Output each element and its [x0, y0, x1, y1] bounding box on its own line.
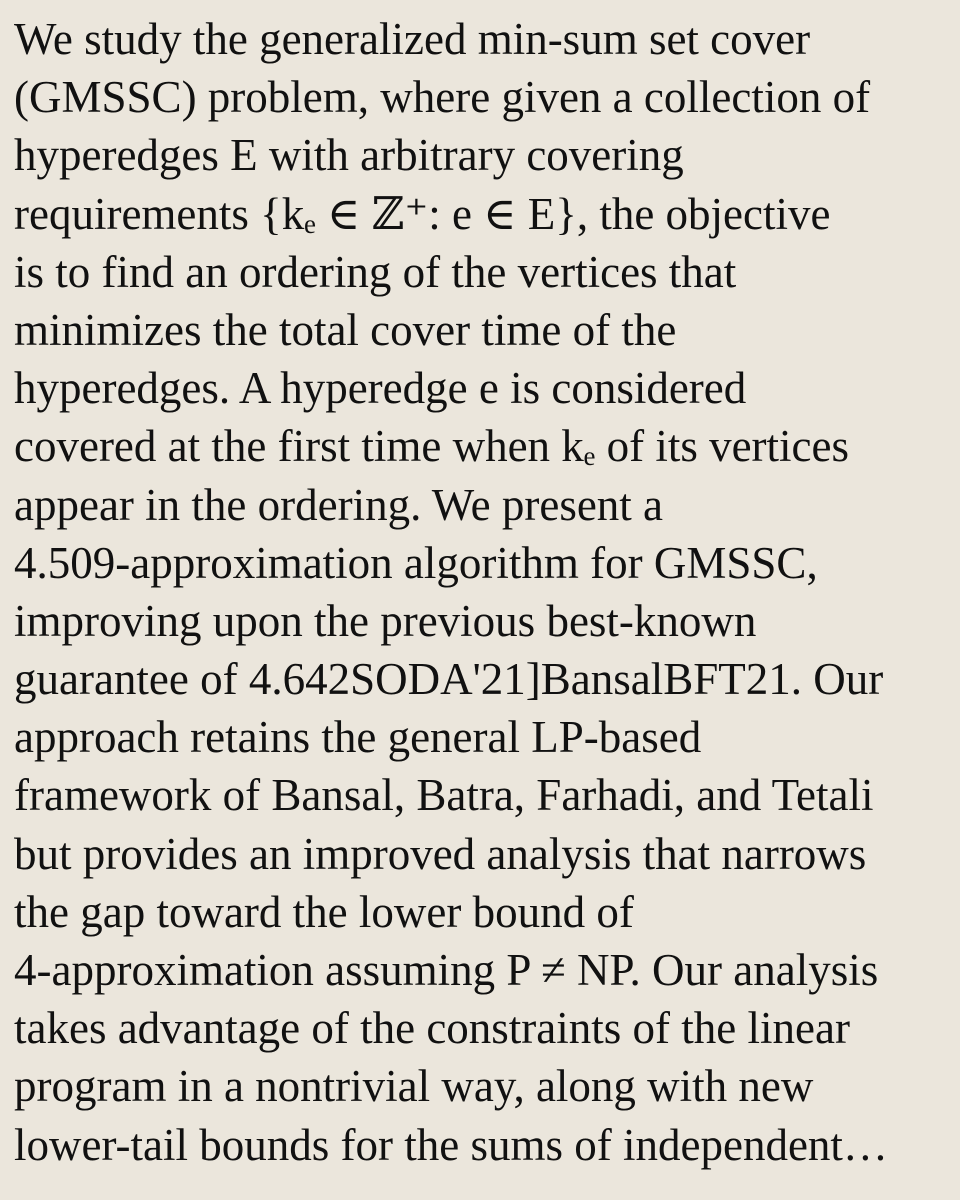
abstract-line: (GMSSC) problem, where given a collection of [14, 72, 871, 123]
abstract-line: appear in the ordering. We present a [14, 479, 664, 530]
abstract-line: requirements {kₑ ∈ ℤ⁺: e ∈ E}, the objective [14, 188, 831, 239]
abstract-line: 4.509-approximation algorithm for GMSSC, [14, 537, 818, 588]
abstract-line: program in a nontrivial way, along with new [14, 1061, 814, 1112]
abstract-line: hyperedges E with arbitrary covering [14, 130, 684, 181]
abstract-text [14, 10, 949, 1174]
abstract-line: is to find an ordering of the vertices that [14, 246, 737, 297]
abstract-line: covered at the first time when kₑ of its vertices [14, 421, 850, 472]
abstract-line: 4-approximation assuming P ≠ NP. Our analysis [14, 945, 879, 995]
abstract-line: the gap toward the lower bound of [14, 886, 634, 937]
abstract-line: takes advantage of the constraints of the linear [14, 1003, 850, 1054]
abstract-line: but provides an improved analysis that narrows [14, 828, 867, 879]
abstract-line: improving upon the previous best-known [14, 595, 757, 646]
abstract-line: guarantee of 4.642SODA'21]BansalBFT21. Our [14, 654, 884, 705]
abstract-line: lower-tail bounds for the sums of independent… [14, 1119, 888, 1170]
abstract-line: We study the generalized min-sum set cover [14, 14, 811, 64]
abstract-line: hyperedges. A hyperedge e is considered [14, 363, 747, 414]
abstract-line: approach retains the general LP-based [14, 712, 702, 763]
abstract-line: framework of Bansal, Batra, Farhadi, and Tetali [14, 770, 874, 821]
abstract-line: minimizes the total cover time of the [14, 304, 677, 355]
